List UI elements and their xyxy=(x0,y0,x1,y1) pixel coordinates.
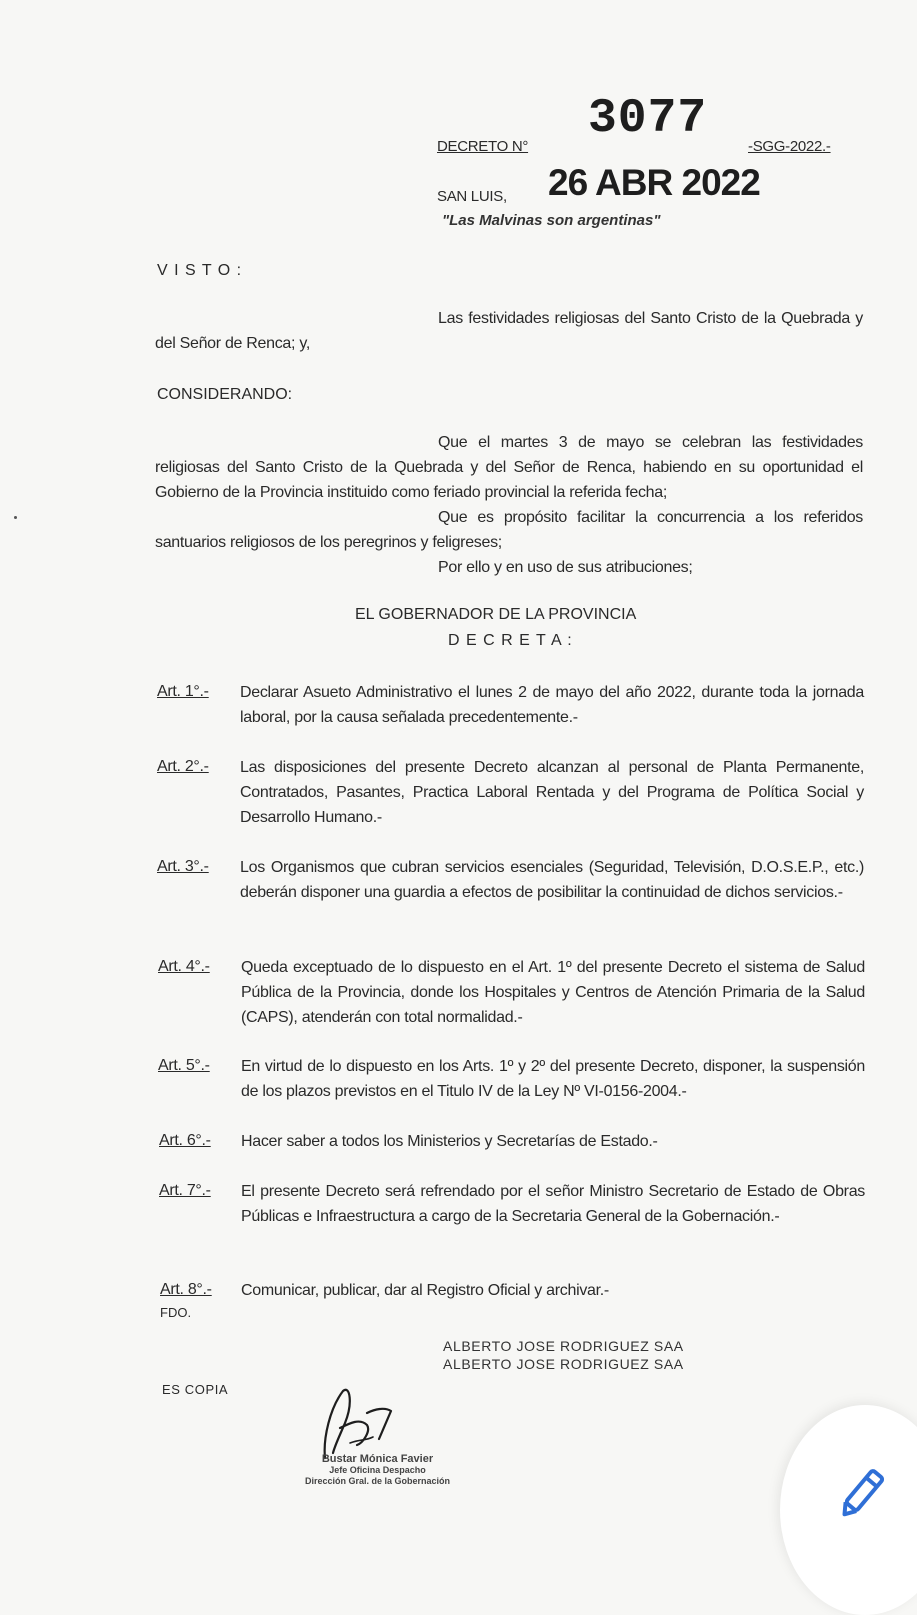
article-6-text: Hacer saber a todos los Ministerios y Secretarías de Estado.- xyxy=(241,1133,658,1150)
pencil-icon xyxy=(838,1465,886,1525)
article-3-text: Los Organismos que cubran servicios esenciales (Seguridad, Televisión, D.O.S.E.P., etc.) deberán disponer una guardia a efectos de posibilitar la continuidad de dichos servicios.- xyxy=(240,859,864,901)
decree-label: DECRETO N° xyxy=(437,138,529,155)
article-6-label: Art. 6°.- xyxy=(159,1132,211,1149)
article-8-text: Comunicar, publicar, dar al Registro Oficial y archivar.- xyxy=(241,1282,609,1299)
governor-heading: EL GOBERNADOR DE LA PROVINCIA xyxy=(355,606,637,623)
stamp-role: Jefe Oficina Despacho xyxy=(329,1465,426,1475)
article-4-text: Queda exceptuado de lo dispuesto en el Art. 1º del presente Decreto el sistema de Salud Pública de la Provincia, donde los Hospitales y Centros de Atención Primaria de la Salud (CAPS), atenderán con total normalidad.- xyxy=(241,959,865,1026)
article-5-text: En virtud de lo dispuesto en los Arts. 1º y 2º del presente Decreto, disponer, la suspensión de los plazos previstos en el Titulo IV de la Ley Nº VI-0156-2004.- xyxy=(241,1058,865,1100)
decree-date: 26 ABR 2022 xyxy=(548,162,760,203)
city-label: SAN LUIS, xyxy=(437,188,507,205)
article-3-label: Art. 3°.- xyxy=(157,858,209,875)
signer-name-2: ALBERTO JOSE RODRIGUEZ SAA xyxy=(443,1356,684,1372)
considerando-paragraph-3: Por ello y en uso de sus atribuciones; xyxy=(438,559,693,576)
visto-text: Las festividades religiosas del Santo Cristo de la Quebrada y del Señor de Renca; y, xyxy=(155,310,863,352)
handwritten-signature xyxy=(305,1383,415,1463)
article-2-text: Las disposiciones del presente Decreto alcanzan al personal de Planta Permanente, Contratados, Pasantes, Practica Laboral Rentada y del Programa de Política Social y Desarrollo Humano.- xyxy=(240,759,864,826)
considerando-paragraph-1: Que el martes 3 de mayo se celebran las festividades religiosas del Santo Cristo de la Quebrada y del Señor de Renca, habiendo en su oportunidad el Gobierno de la Provincia instituido como feriado provincial la referida fecha; xyxy=(155,434,863,501)
article-2-label: Art. 2°.- xyxy=(157,758,209,775)
considerando-heading: CONSIDERANDO: xyxy=(157,386,293,403)
decreta-heading: D E C R E T A : xyxy=(448,632,573,649)
article-7-label: Art. 7°.- xyxy=(159,1182,211,1199)
visto-heading: V I S T O : xyxy=(157,262,243,279)
article-1-label: Art. 1°.- xyxy=(157,683,209,700)
margin-speck xyxy=(14,516,17,519)
stamp-office: Dirección Gral. de la Gobernación xyxy=(304,1476,451,1486)
article-4-label: Art. 4°.- xyxy=(158,958,210,975)
decree-number: 3077 xyxy=(588,92,708,146)
stamp-block xyxy=(290,1454,465,1487)
article-8-label: Art. 8°.- xyxy=(160,1281,212,1298)
article-7-text: El presente Decreto será refrendado por el señor Ministro Secretario de Estado de Obras Públicas e Infraestructura a cargo de la Secretaria General de la Gobernación.- xyxy=(241,1183,865,1225)
decree-suffix: -SGG-2022.- xyxy=(748,138,831,155)
signer-name-1: ALBERTO JOSE RODRIGUEZ SAA xyxy=(443,1338,684,1354)
motto: "Las Malvinas son argentinas" xyxy=(442,212,661,229)
considerando-paragraph-2: Que es propósito facilitar la concurrencia a los referidos santuarios religiosos de los peregrinos y feligreses; xyxy=(155,509,863,551)
es-copia-label: ES COPIA xyxy=(162,1382,229,1397)
article-1-text: Declarar Asueto Administrativo el lunes 2 de mayo del año 2022, durante toda la jornada laboral, por la causa señalada precedentemente.- xyxy=(240,684,864,726)
fdo-label: FDO. xyxy=(160,1305,192,1320)
stamp-name: Bustar Mónica Favier xyxy=(321,1453,434,1465)
article-5-label: Art. 5°.- xyxy=(158,1057,210,1074)
edit-fab-button[interactable] xyxy=(780,1405,917,1615)
